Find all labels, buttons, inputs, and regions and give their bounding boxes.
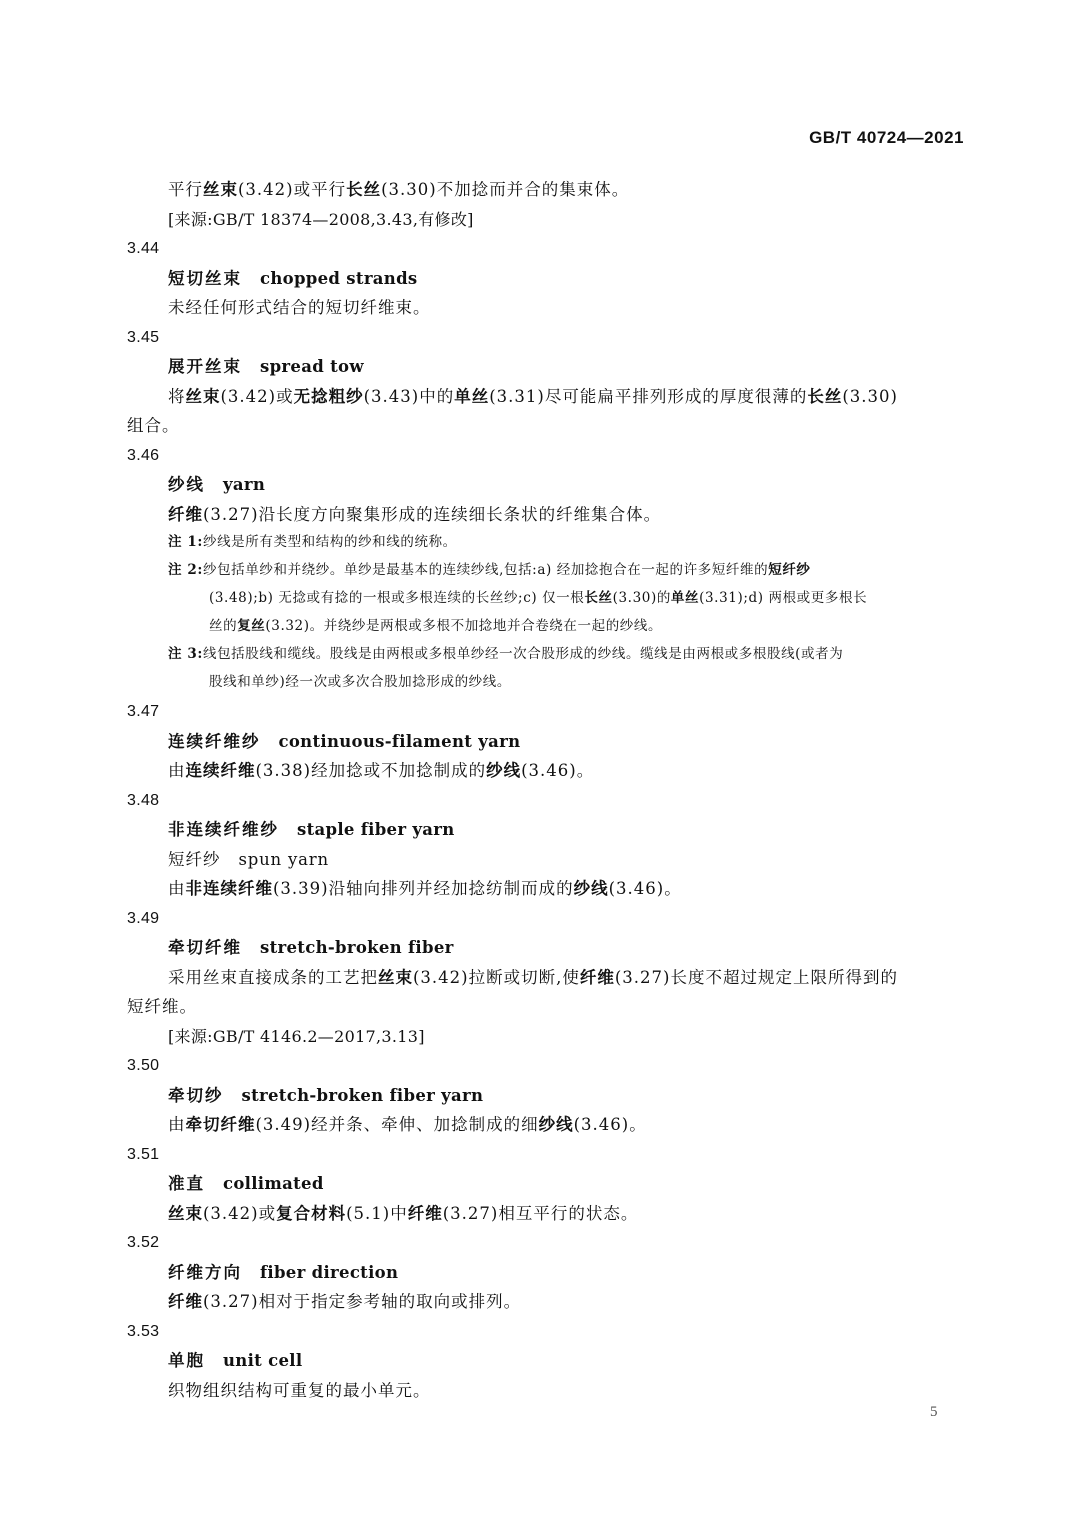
term-heading — [127, 1084, 967, 1114]
term-reference: 单丝 — [670, 590, 700, 606]
term-english: stretch-broken fiber yarn — [241, 1085, 484, 1105]
term-reference: 丝束 — [185, 386, 221, 406]
text-run: 由 — [168, 879, 186, 898]
clause-number: 3.45 — [127, 328, 160, 346]
source-reference: [来源:GB/T 18374—2008,3.43,有修改] — [168, 209, 474, 229]
term-heading — [127, 730, 967, 760]
term-reference: 长丝 — [584, 590, 613, 606]
text-run: (3.42)或平行 — [238, 180, 347, 199]
term-heading — [127, 818, 967, 848]
definition-continued: 短纤维。 — [127, 997, 197, 1016]
definition: 未经任何形式结合的短切纤维束。 — [168, 298, 431, 317]
text-run: (3.46)。 — [573, 1115, 647, 1134]
note-text: 纱包括单纱和并绕纱。单纱是最基本的连续纱线,包括:a) 经加捻抱合在一起的许多短纤维的 — [202, 562, 769, 578]
text-run: (3.38)经加捻或不加捻制成的 — [255, 761, 487, 780]
term-chinese: 短切丝束 — [168, 268, 242, 288]
note-3 — [127, 644, 967, 672]
text-run: (3.27)沿长度方向聚集形成的连续细长条状的纤维集合体。 — [203, 504, 662, 524]
admitted-term — [127, 848, 967, 878]
term-reference: 纱线 — [573, 879, 609, 898]
term-english: stretch-broken fiber — [260, 938, 454, 957]
term-chinese: 准直 — [168, 1174, 205, 1193]
admitted-term-chinese: 短纤纱 — [168, 849, 221, 869]
note-text: 丝的 — [209, 618, 238, 634]
text-run: 采用丝束直接成条的工艺把 — [168, 967, 378, 987]
term-heading — [127, 355, 967, 385]
term-reference: 牵切纤维 — [185, 1115, 256, 1134]
text-line — [127, 178, 967, 208]
term-reference: 纤维 — [168, 504, 203, 524]
note-label: 注 1: — [168, 534, 203, 550]
term-english: yarn — [223, 475, 266, 494]
term-english: spread tow — [260, 357, 364, 376]
clause-number: 3.46 — [127, 446, 160, 464]
term-english: collimated — [223, 1174, 324, 1193]
clause-number: 3.44 — [127, 240, 160, 257]
term-heading — [127, 473, 967, 503]
note-label: 注 2: — [168, 562, 203, 578]
term-reference: 长丝 — [346, 180, 382, 199]
note-text: (3.30)的 — [612, 590, 671, 606]
clause-number: 3.50 — [127, 1057, 160, 1074]
term-english: unit cell — [223, 1351, 303, 1370]
term-reference: 纤维 — [407, 1203, 443, 1223]
standard-code: GB/T 40724—2021 — [809, 128, 964, 147]
note-text: (3.31);d) 两根或更多根长 — [699, 590, 868, 606]
definition-continued: 组合。 — [127, 416, 180, 435]
term-reference: 短纤纱 — [768, 562, 811, 578]
note-1 — [127, 532, 967, 560]
text-run: (3.42)或 — [220, 386, 294, 406]
term-reference: 无捻粗纱 — [293, 386, 364, 406]
term-heading — [127, 267, 967, 297]
note-text: 纱线是所有类型和结构的纱和线的统称。 — [202, 534, 457, 550]
term-heading — [127, 1349, 967, 1379]
clause-number: 3.48 — [127, 791, 160, 809]
term-english: fiber direction — [260, 1262, 399, 1282]
term-chinese: 展开丝束 — [168, 357, 242, 376]
definition: 织物组织结构可重复的最小单元。 — [168, 1380, 431, 1400]
definition — [127, 877, 967, 907]
note-2 — [127, 560, 967, 588]
text-run: (3.27)长度不超过规定上限所得到的 — [614, 967, 898, 987]
text-run: (3.30) — [842, 386, 898, 406]
text-run: (3.31)尽可能扁平排列形成的厚度很薄的 — [489, 386, 808, 406]
note-2-continued — [127, 616, 967, 644]
term-reference: 长丝 — [807, 386, 843, 406]
term-reference: 复丝 — [237, 618, 266, 634]
term-heading — [127, 936, 967, 966]
text-run: (3.27)相对于指定参考轴的取向或排列。 — [203, 1292, 522, 1311]
text-run: (3.39)沿轴向排列并经加捻纺制而成的 — [273, 879, 574, 898]
term-chinese: 牵切纱 — [168, 1085, 224, 1105]
text-run: 由 — [168, 761, 186, 780]
text-run: (3.42)或 — [203, 1203, 277, 1223]
term-reference: 复合材料 — [276, 1203, 347, 1223]
term-chinese: 连续纤维纱 — [168, 731, 261, 751]
term-chinese: 牵切纤维 — [168, 938, 242, 957]
term-english: chopped strands — [260, 268, 418, 288]
text-run: (3.30)不加捻而并合的集束体。 — [381, 180, 630, 199]
definition — [127, 966, 967, 996]
note-text: 线包括股线和缆线。股线是由两根或多根单纱经一次合股形成的纱线。缆线是由两根或多根股线(或者为 — [202, 646, 844, 662]
definition — [127, 1290, 967, 1320]
text-run: (3.42)拉断或切断,使 — [413, 967, 580, 987]
note-text: (3.48);b) 无捻或有捻的一根或多根连续的长丝纱;c) 仅一根 — [209, 590, 585, 606]
clause-number: 3.53 — [127, 1322, 160, 1340]
term-reference: 丝束 — [203, 180, 238, 199]
term-reference: 非连续纤维 — [185, 879, 273, 898]
clause-number: 3.47 — [127, 703, 160, 720]
definition — [127, 503, 967, 533]
text-run: 将 — [168, 386, 186, 406]
text-run: 平行 — [168, 180, 203, 199]
definition — [127, 759, 967, 789]
term-reference: 纤维 — [168, 1292, 203, 1311]
term-heading — [127, 1172, 967, 1202]
term-reference: 丝束 — [168, 1203, 203, 1223]
text-run: (3.27)相互平行的状态。 — [442, 1203, 639, 1223]
text-run: (3.43)中的 — [363, 386, 455, 406]
term-reference: 单丝 — [454, 386, 490, 406]
term-chinese: 非连续纤维纱 — [168, 820, 279, 839]
page-number: 5 — [930, 1404, 938, 1420]
text-run: (5.1)中 — [346, 1203, 408, 1223]
term-english: continuous-filament yarn — [278, 731, 521, 751]
definition — [127, 1202, 967, 1232]
term-chinese: 纱线 — [168, 475, 205, 494]
term-reference: 纱线 — [538, 1115, 574, 1134]
text-run: (3.46)。 — [608, 879, 682, 898]
term-english: staple fiber yarn — [297, 820, 455, 839]
text-run: 由 — [168, 1115, 186, 1134]
term-reference: 连续纤维 — [185, 761, 256, 780]
note-label: 注 3: — [168, 646, 203, 662]
source-reference: [来源:GB/T 4146.2—2017,3.13] — [168, 1026, 425, 1046]
term-reference: 丝束 — [378, 967, 413, 987]
note-text: (3.32)。并绕纱是两根或多根不加捻地并合卷绕在一起的纱线。 — [265, 618, 663, 634]
definition — [127, 1113, 967, 1143]
admitted-term-english: spun yarn — [238, 849, 329, 869]
term-chinese: 纤维方向 — [168, 1262, 242, 1282]
text-run: (3.46)。 — [521, 761, 595, 780]
clause-number: 3.51 — [127, 1145, 160, 1163]
note-2-continued — [127, 588, 967, 616]
note-3-continued: 股线和单纱)经一次或多次合股加捻形成的纱线。 — [209, 674, 511, 690]
term-heading — [127, 1261, 967, 1291]
document-body — [127, 178, 967, 1408]
term-reference: 纤维 — [579, 967, 615, 987]
clause-number: 3.52 — [127, 1234, 160, 1251]
clause-number: 3.49 — [127, 909, 160, 927]
text-run: (3.49)经并条、牵伸、加捻制成的细 — [255, 1115, 539, 1134]
term-reference: 纱线 — [486, 761, 522, 780]
definition — [127, 385, 967, 415]
term-chinese: 单胞 — [168, 1351, 205, 1370]
